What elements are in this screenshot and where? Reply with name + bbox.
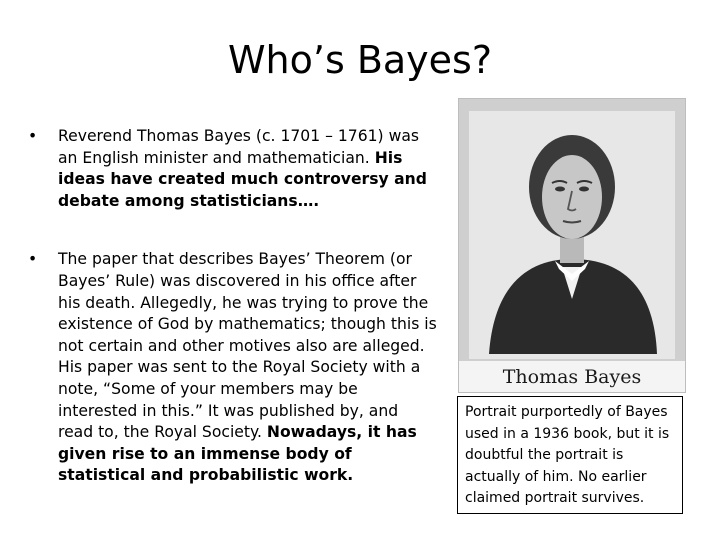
portrait-image bbox=[458, 98, 686, 393]
bullet-item-1 bbox=[28, 126, 438, 212]
bullet-normal-text: Reverend Thomas Bayes (c. 1701 – 1761) was an English minister and mathematician. bbox=[58, 127, 420, 167]
bullet-bold-text: Nowadays, it has given rise to an immense body of statistical and probabilistic work. bbox=[58, 423, 417, 485]
bullet-bold-text: His ideas have created much controversy and debate among statisticians…. bbox=[58, 148, 427, 210]
bullet-text bbox=[58, 249, 438, 487]
bullet-marker: • bbox=[28, 250, 38, 269]
portrait-name-label: Thomas Bayes bbox=[502, 366, 642, 388]
bullet-list bbox=[28, 126, 438, 487]
slide-title: Who’s Bayes? bbox=[227, 38, 493, 82]
portrait-caption: Portrait purportedly of Bayes used in a 1936 book, but it is doubtful the portrait is actually of him. No earlier claimed portrait survives. bbox=[457, 396, 683, 514]
portrait-illustration bbox=[459, 99, 685, 392]
bullet-text bbox=[58, 126, 438, 212]
bullet-normal-text: The paper that describes Bayes’ Theorem (or Bayes’ Rule) was discovered in his office after his death. Allegedly, he was trying to prove the existence of God by mathematics; though this is not certain and other motives also are alleged. His paper was sent to the Royal Society with a note, “Some of your members may be interested in this.” It was published by, and read to, the Royal Society. bbox=[58, 250, 437, 442]
bullet-item-2 bbox=[28, 249, 438, 487]
bullet-marker: • bbox=[28, 127, 38, 145]
